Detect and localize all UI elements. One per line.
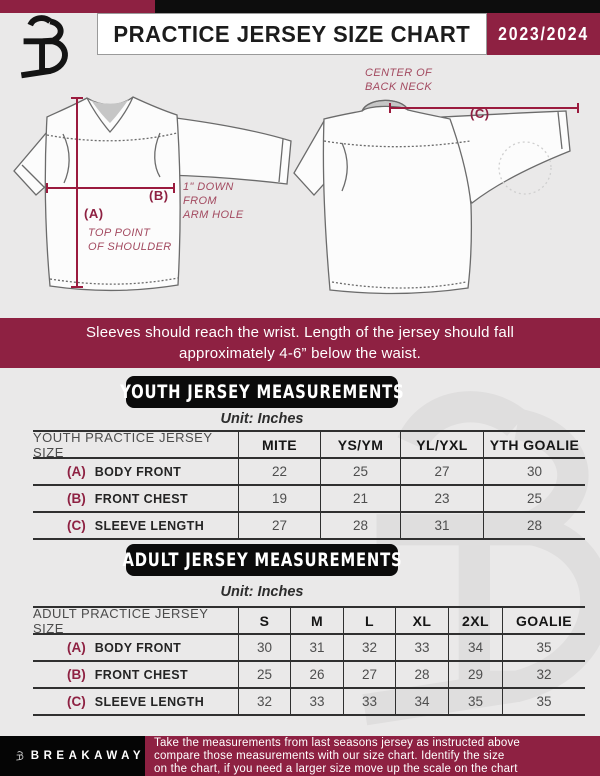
page-title: PRACTICE JERSEY SIZE CHART: [113, 20, 471, 47]
table-cell: 33: [395, 635, 448, 662]
adult-row-body-front-label: (A) BODY FRONT: [33, 635, 238, 662]
brand-name: BREAKAWAY: [30, 750, 145, 762]
adult-header-l: L: [343, 608, 395, 635]
season-badge: [487, 13, 600, 55]
table-cell: 28: [483, 513, 585, 540]
table-cell: 26: [290, 662, 343, 689]
adult-unit-label: Unit: Inches: [220, 584, 304, 600]
top-accent-strip-black: [155, 0, 600, 13]
table-cell: 27: [343, 662, 395, 689]
table-cell: 34: [395, 689, 448, 716]
table-cell: 29: [448, 662, 502, 689]
adult-header-xl: XL: [395, 608, 448, 635]
adult-section-heading: ADULT JERSEY MEASUREMENTS: [126, 544, 398, 576]
table-cell: 34: [448, 635, 502, 662]
table-cell: 30: [238, 635, 290, 662]
youth-section-heading: YOUTH JERSEY MEASUREMENTS: [126, 376, 398, 408]
footer: [0, 736, 600, 776]
youth-header-yth-goalie: YTH GOALIE: [483, 432, 585, 459]
back-jersey-diagram: [294, 100, 578, 293]
table-cell: 19: [238, 486, 320, 513]
youth-header-yl-yxl: YL/YXL: [400, 432, 483, 459]
youth-header-mite: MITE: [238, 432, 320, 459]
arm-hole-note: 1" DOWN FROM ARM HOLE: [183, 181, 244, 221]
table-cell: 21: [320, 486, 400, 513]
adult-measurements-table: [33, 606, 585, 716]
table-cell: 28: [395, 662, 448, 689]
adult-header-goalie: GOALIE: [502, 608, 585, 635]
measure-tag-b: (B): [149, 188, 169, 203]
table-cell: 28: [320, 513, 400, 540]
table-cell: 31: [400, 513, 483, 540]
measure-tag-a: (A): [84, 206, 104, 221]
adult-size-column-header: ADULT PRACTICE JERSEY SIZE: [33, 608, 238, 635]
center-back-neck-note: CENTER OF BACK NECK: [365, 67, 433, 93]
table-cell: 25: [483, 486, 585, 513]
table-cell: 31: [290, 635, 343, 662]
footer-instructions: Take the measurements from last seasons jersey as instructed above compare those measurements with our size chart. Identify the size on the chart, if you need a larger size move up the scale on the chart: [145, 736, 600, 776]
table-cell: 23: [400, 486, 483, 513]
table-cell: 35: [448, 689, 502, 716]
breakaway-b-logo-icon: [16, 742, 24, 770]
youth-row-sleeve-length-label: (C) SLEEVE LENGTH: [33, 513, 238, 540]
table-cell: 32: [343, 635, 395, 662]
jersey-diagrams: [0, 55, 600, 317]
table-cell: 22: [238, 459, 320, 486]
table-cell: 33: [290, 689, 343, 716]
table-cell: 25: [320, 459, 400, 486]
youth-header-ys-ym: YS/YM: [320, 432, 400, 459]
youth-row-body-front-label: (A) BODY FRONT: [33, 459, 238, 486]
adult-header-m: M: [290, 608, 343, 635]
youth-row-front-chest-label: (B) FRONT CHEST: [33, 486, 238, 513]
adult-row-front-chest-label: (B) FRONT CHEST: [33, 662, 238, 689]
footer-brand-block: [0, 736, 145, 776]
table-cell: 33: [343, 689, 395, 716]
youth-unit-label: Unit: Inches: [220, 411, 304, 427]
table-cell: 32: [238, 689, 290, 716]
fit-notice-banner: Sleeves should reach the wrist. Length of the jersey should fall approximately 4-6” below the waist.: [0, 318, 600, 368]
title-bar: [97, 13, 487, 55]
youth-size-column-header: YOUTH PRACTICE JERSEY SIZE: [33, 432, 238, 459]
adult-header-2xl: 2XL: [448, 608, 502, 635]
table-cell: 35: [502, 689, 585, 716]
table-cell: 32: [502, 662, 585, 689]
table-cell: 30: [483, 459, 585, 486]
table-cell: 27: [238, 513, 320, 540]
table-cell: 25: [238, 662, 290, 689]
table-cell: 27: [400, 459, 483, 486]
measure-tag-c: (C): [470, 106, 490, 121]
top-accent-strip-maroon: [0, 0, 155, 13]
adult-row-sleeve-length-label: (C) SLEEVE LENGTH: [33, 689, 238, 716]
adult-header-s: S: [238, 608, 290, 635]
season-label: 2023/2024: [498, 23, 589, 44]
youth-measurements-table: [33, 430, 585, 540]
table-cell: 35: [502, 635, 585, 662]
top-of-shoulder-note: TOP POINT OF SHOULDER: [88, 227, 172, 253]
